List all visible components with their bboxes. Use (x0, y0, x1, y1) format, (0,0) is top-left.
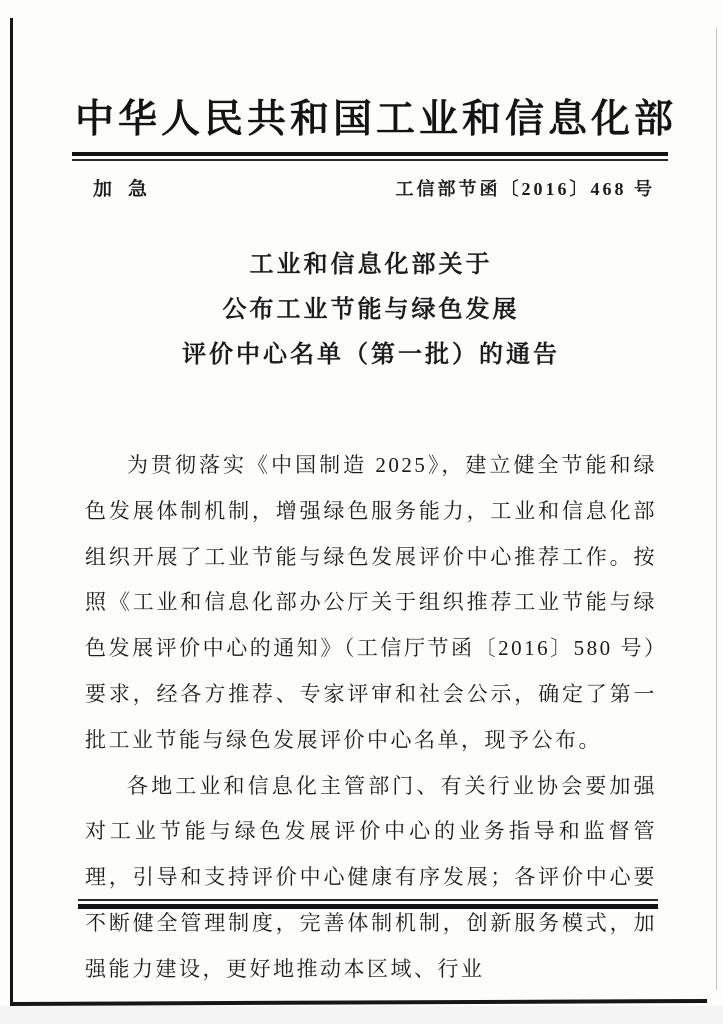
document-body (85, 443, 657, 993)
header-divider-thin-line (72, 159, 668, 161)
footer-divider (78, 899, 658, 909)
document-title-line-2: 公布工业节能与绿色发展 (222, 297, 520, 323)
document-title (85, 243, 657, 378)
urgency-label: 加急 (93, 179, 164, 200)
document-title-line-1: 工业和信息化部关于 (249, 252, 493, 278)
body-paragraph-1: 为贯彻落实《中国制造 2025》，建立健全节能和绿色发展体制机制，增强绿色服务能力，工业和信息化部组织开展了工业节能与绿色发展评价中心推荐工作。按照《工业和信息化部办公厅关于组织推荐工业节能与绿色发展评价中心的通知》（工信厅节函〔2016〕580 号）要求，经各方推荐、专家评审和社会公示，确定了第一批工业节能与绿色发展评价中心名单，现予公布。 (85, 453, 657, 752)
scan-edge-right (716, 28, 717, 990)
scan-edge-left (10, 18, 13, 1006)
document-content (75, 0, 678, 1024)
agency-header: 中华人民共和国工业和信息化部 (75, 98, 678, 141)
footer-divider-thick-line (78, 904, 658, 909)
header-divider (72, 152, 668, 161)
document-number: 工信部节函〔2016〕468 号 (395, 179, 655, 199)
document-meta-row (93, 174, 655, 201)
document-title-line-3: 评价中心名单（第一批）的通告 (182, 342, 560, 368)
body-paragraph-2: 各地工业和信息化主管部门、有关行业协会要加强对工业节能与绿色发展评价中心的业务指导和监督管理，引导和支持评价中心健康有序发展；各评价中心要不断健全管理制度，完善体制机制，创新服务模式，加强能力建设，更好地推动本区域、行业 (85, 773, 657, 981)
